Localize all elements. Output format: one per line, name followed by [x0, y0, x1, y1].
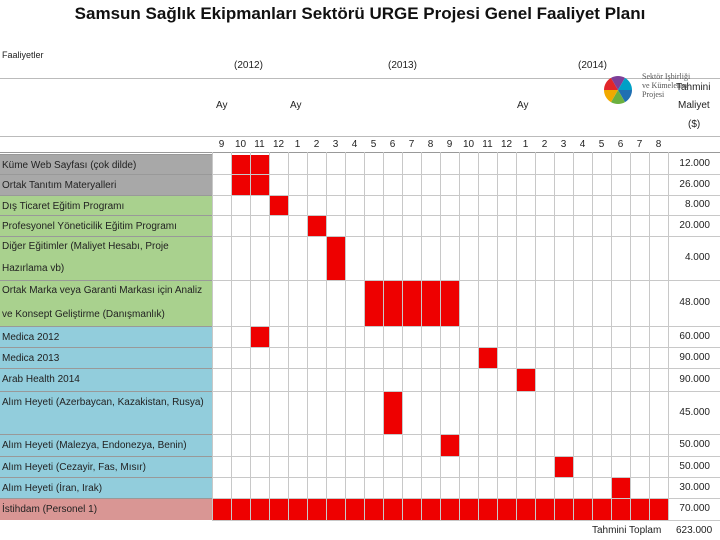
year-2012-header: (2012)	[234, 60, 263, 71]
activity-label-text: Ortak Marka veya Garanti Markası için Analiz	[2, 285, 203, 296]
month-number: 11	[482, 139, 493, 150]
grid-row-line	[212, 434, 720, 435]
activity-label-text: Alım Heyeti (İran, Irak)	[2, 483, 103, 494]
grid-column-line	[231, 152, 232, 520]
active-month-cell	[384, 499, 402, 520]
activity-label	[0, 174, 212, 195]
activity-label-text: Medica 2012	[2, 332, 60, 343]
grid-column-line	[497, 152, 498, 520]
active-month-cell	[441, 281, 459, 326]
grid-row-line	[212, 456, 720, 457]
month-label-2013: Ay	[290, 100, 302, 111]
grid-row-line	[212, 236, 720, 237]
activity-label	[0, 391, 212, 434]
active-month-cell	[365, 499, 383, 520]
month-number: 2	[313, 139, 320, 150]
activity-label-text: Arab Health 2014	[2, 374, 80, 385]
activity-cost: 90.000	[679, 351, 710, 363]
active-month-cell	[441, 435, 459, 456]
active-month-cell	[289, 499, 307, 520]
grid-row-line	[212, 174, 720, 175]
month-number: 10	[462, 139, 475, 150]
activity-label-text: Alım Heyeti (Cezayir, Fas, Mısır)	[2, 462, 146, 473]
activity-label-text: Profesyonel Yöneticilik Eğitim Programı	[2, 221, 177, 232]
cost-header-line-2: Maliyet	[678, 100, 710, 111]
month-number: 1	[294, 139, 301, 150]
activity-label-text: Diğer Eğitimler (Maliyet Hesabı, Proje	[2, 241, 169, 252]
activity-cost: 8.000	[684, 199, 710, 210]
grid-column-line	[383, 152, 384, 520]
grid-row-line	[212, 347, 720, 348]
month-number: 12	[272, 139, 285, 150]
active-month-cell	[403, 499, 421, 520]
grid-column-line	[440, 152, 441, 520]
active-month-cell	[593, 499, 611, 520]
activity-label	[0, 280, 212, 326]
active-month-cell	[612, 478, 630, 498]
urge-logo-icon	[598, 74, 638, 106]
grid-column-line	[459, 152, 460, 520]
grid-column-line	[288, 152, 289, 520]
active-month-cell	[517, 369, 535, 391]
activity-label-text: Hazırlama vb)	[2, 263, 65, 274]
active-month-cell	[574, 499, 592, 520]
active-month-cell	[612, 499, 630, 520]
year-2013-header: (2013)	[388, 60, 417, 71]
activity-cost: 70.000	[679, 503, 710, 514]
grid-column-line	[402, 152, 403, 520]
activity-label	[0, 195, 212, 215]
active-month-cell	[403, 281, 421, 326]
activity-label-text: Dış Ticaret Eğitim Programı	[2, 201, 125, 212]
year-2014-header: (2014)	[578, 60, 607, 71]
activity-cost: 4.000	[684, 252, 710, 263]
grid-column-line	[592, 152, 593, 520]
activity-label-text: Küme Web Sayfası (çok dilde)	[2, 160, 137, 171]
activity-cost: 45.000	[679, 406, 710, 418]
grid-row-line	[212, 520, 720, 521]
activity-label	[0, 154, 212, 174]
active-month-cell	[365, 281, 383, 326]
active-month-cell	[251, 499, 269, 520]
active-month-cell	[650, 499, 668, 520]
active-month-cell	[327, 237, 345, 280]
header-line	[0, 152, 720, 153]
month-number: 7	[636, 139, 643, 150]
activity-label	[0, 326, 212, 347]
month-number: 3	[560, 139, 567, 150]
month-label-2014: Ay	[517, 100, 529, 111]
active-month-cell	[422, 499, 440, 520]
grid-column-line	[478, 152, 479, 520]
activity-cost: 60.000	[679, 330, 710, 342]
month-number: 11	[254, 139, 265, 150]
month-number: 12	[500, 139, 513, 150]
grid-column-line	[516, 152, 517, 520]
active-month-cell	[232, 175, 250, 195]
active-month-cell	[308, 499, 326, 520]
activity-cost: 90.000	[679, 373, 710, 385]
month-label-2012: Ay	[216, 100, 228, 111]
activity-cost: 48.000	[679, 297, 710, 308]
grid-column-line	[668, 152, 669, 520]
active-month-cell	[536, 499, 554, 520]
active-month-cell	[308, 216, 326, 236]
activity-label-text: İstihdam (Personel 1)	[2, 504, 98, 515]
activities-header: Faaliyetler	[2, 50, 44, 60]
month-number: 1	[522, 139, 529, 150]
total-value: 623.000	[676, 525, 713, 536]
active-month-cell	[422, 281, 440, 326]
grid-column-line	[421, 152, 422, 520]
activity-label	[0, 368, 212, 391]
month-number: 8	[427, 139, 434, 150]
active-month-cell	[479, 348, 497, 368]
active-month-cell	[479, 499, 497, 520]
logo-text-line: ve Kümelenm	[642, 81, 688, 90]
activity-label	[0, 456, 212, 477]
activity-label	[0, 347, 212, 368]
activity-cost: 20.000	[679, 219, 710, 231]
logo-text-line: Projesi	[642, 90, 665, 99]
activity-label-text: Medica 2013	[2, 353, 60, 364]
logo-text-line: Sektör Işbirliği	[642, 72, 691, 81]
active-month-cell	[270, 499, 288, 520]
grid-column-line	[307, 152, 308, 520]
month-number: 7	[408, 139, 415, 150]
grid-column-line	[611, 152, 612, 520]
grid-column-line	[345, 152, 346, 520]
activity-label	[0, 477, 212, 498]
activity-label-text: Alım Heyeti (Azerbaycan, Kazakistan, Rusya)	[2, 397, 204, 408]
grid-column-line	[649, 152, 650, 520]
month-number: 3	[332, 139, 339, 150]
grid-column-line	[630, 152, 631, 520]
active-month-cell	[251, 155, 269, 174]
active-month-cell	[213, 499, 231, 520]
active-month-cell	[251, 327, 269, 347]
grid-row-line	[212, 391, 720, 392]
page-title: Samsun Sağlık Ekipmanları Sektörü URGE Projesi Genel Faaliyet Planı	[74, 4, 646, 23]
grid-row-line	[212, 215, 720, 216]
active-month-cell	[517, 499, 535, 520]
month-number: 6	[617, 139, 624, 150]
active-month-cell	[270, 196, 288, 215]
grid-row-line	[212, 368, 720, 369]
active-month-cell	[384, 281, 402, 326]
activity-cost: 12.000	[679, 158, 710, 169]
active-month-cell	[327, 499, 345, 520]
active-month-cell	[232, 499, 250, 520]
activity-label-text: Alım Heyeti (Malezya, Endonezya, Benin)	[2, 440, 187, 451]
activity-label	[0, 215, 212, 236]
active-month-cell	[555, 499, 573, 520]
grid-column-line	[326, 152, 327, 520]
activity-label	[0, 434, 212, 456]
activity-label-text: Ortak Tanıtım Materyalleri	[2, 180, 117, 191]
header-line	[0, 136, 720, 137]
grid-column-line	[535, 152, 536, 520]
grid-column-line	[212, 152, 213, 520]
active-month-cell	[498, 499, 516, 520]
cost-header-line-1: Tahmini	[676, 82, 711, 93]
month-number: 8	[655, 139, 662, 150]
active-month-cell	[346, 499, 364, 520]
activity-label	[0, 236, 212, 280]
activity-label-text: ve Konsept Geliştirme (Danışmanlık)	[2, 309, 165, 320]
month-number: 4	[579, 139, 586, 150]
month-number: 9	[446, 139, 453, 150]
active-month-cell	[384, 392, 402, 434]
grid-row-line	[212, 280, 720, 281]
month-number: 6	[389, 139, 396, 150]
total-label: Tahmini Toplam	[592, 525, 662, 536]
activity-cost: 50.000	[679, 460, 710, 472]
active-month-cell	[460, 499, 478, 520]
active-month-cell	[251, 175, 269, 195]
grid-row-line	[212, 195, 720, 196]
cost-header-line-3: ($)	[688, 119, 701, 130]
month-number: 9	[218, 139, 225, 150]
grid-column-line	[573, 152, 574, 520]
month-number: 2	[541, 139, 548, 150]
month-number: 5	[598, 139, 605, 150]
grid-row-line	[212, 326, 720, 327]
active-month-cell	[232, 155, 250, 174]
month-number: 10	[234, 139, 247, 150]
logo-text	[642, 72, 690, 99]
activity-cost: 30.000	[679, 481, 710, 493]
month-number: 5	[370, 139, 377, 150]
month-number: 4	[351, 139, 358, 150]
grid-row-line	[212, 477, 720, 478]
active-month-cell	[631, 499, 649, 520]
active-month-cell	[441, 499, 459, 520]
active-month-cell	[555, 457, 573, 477]
activity-cost: 50.000	[679, 439, 710, 450]
grid-column-line	[364, 152, 365, 520]
activity-cost: 26.000	[679, 178, 710, 190]
activity-label	[0, 498, 212, 520]
